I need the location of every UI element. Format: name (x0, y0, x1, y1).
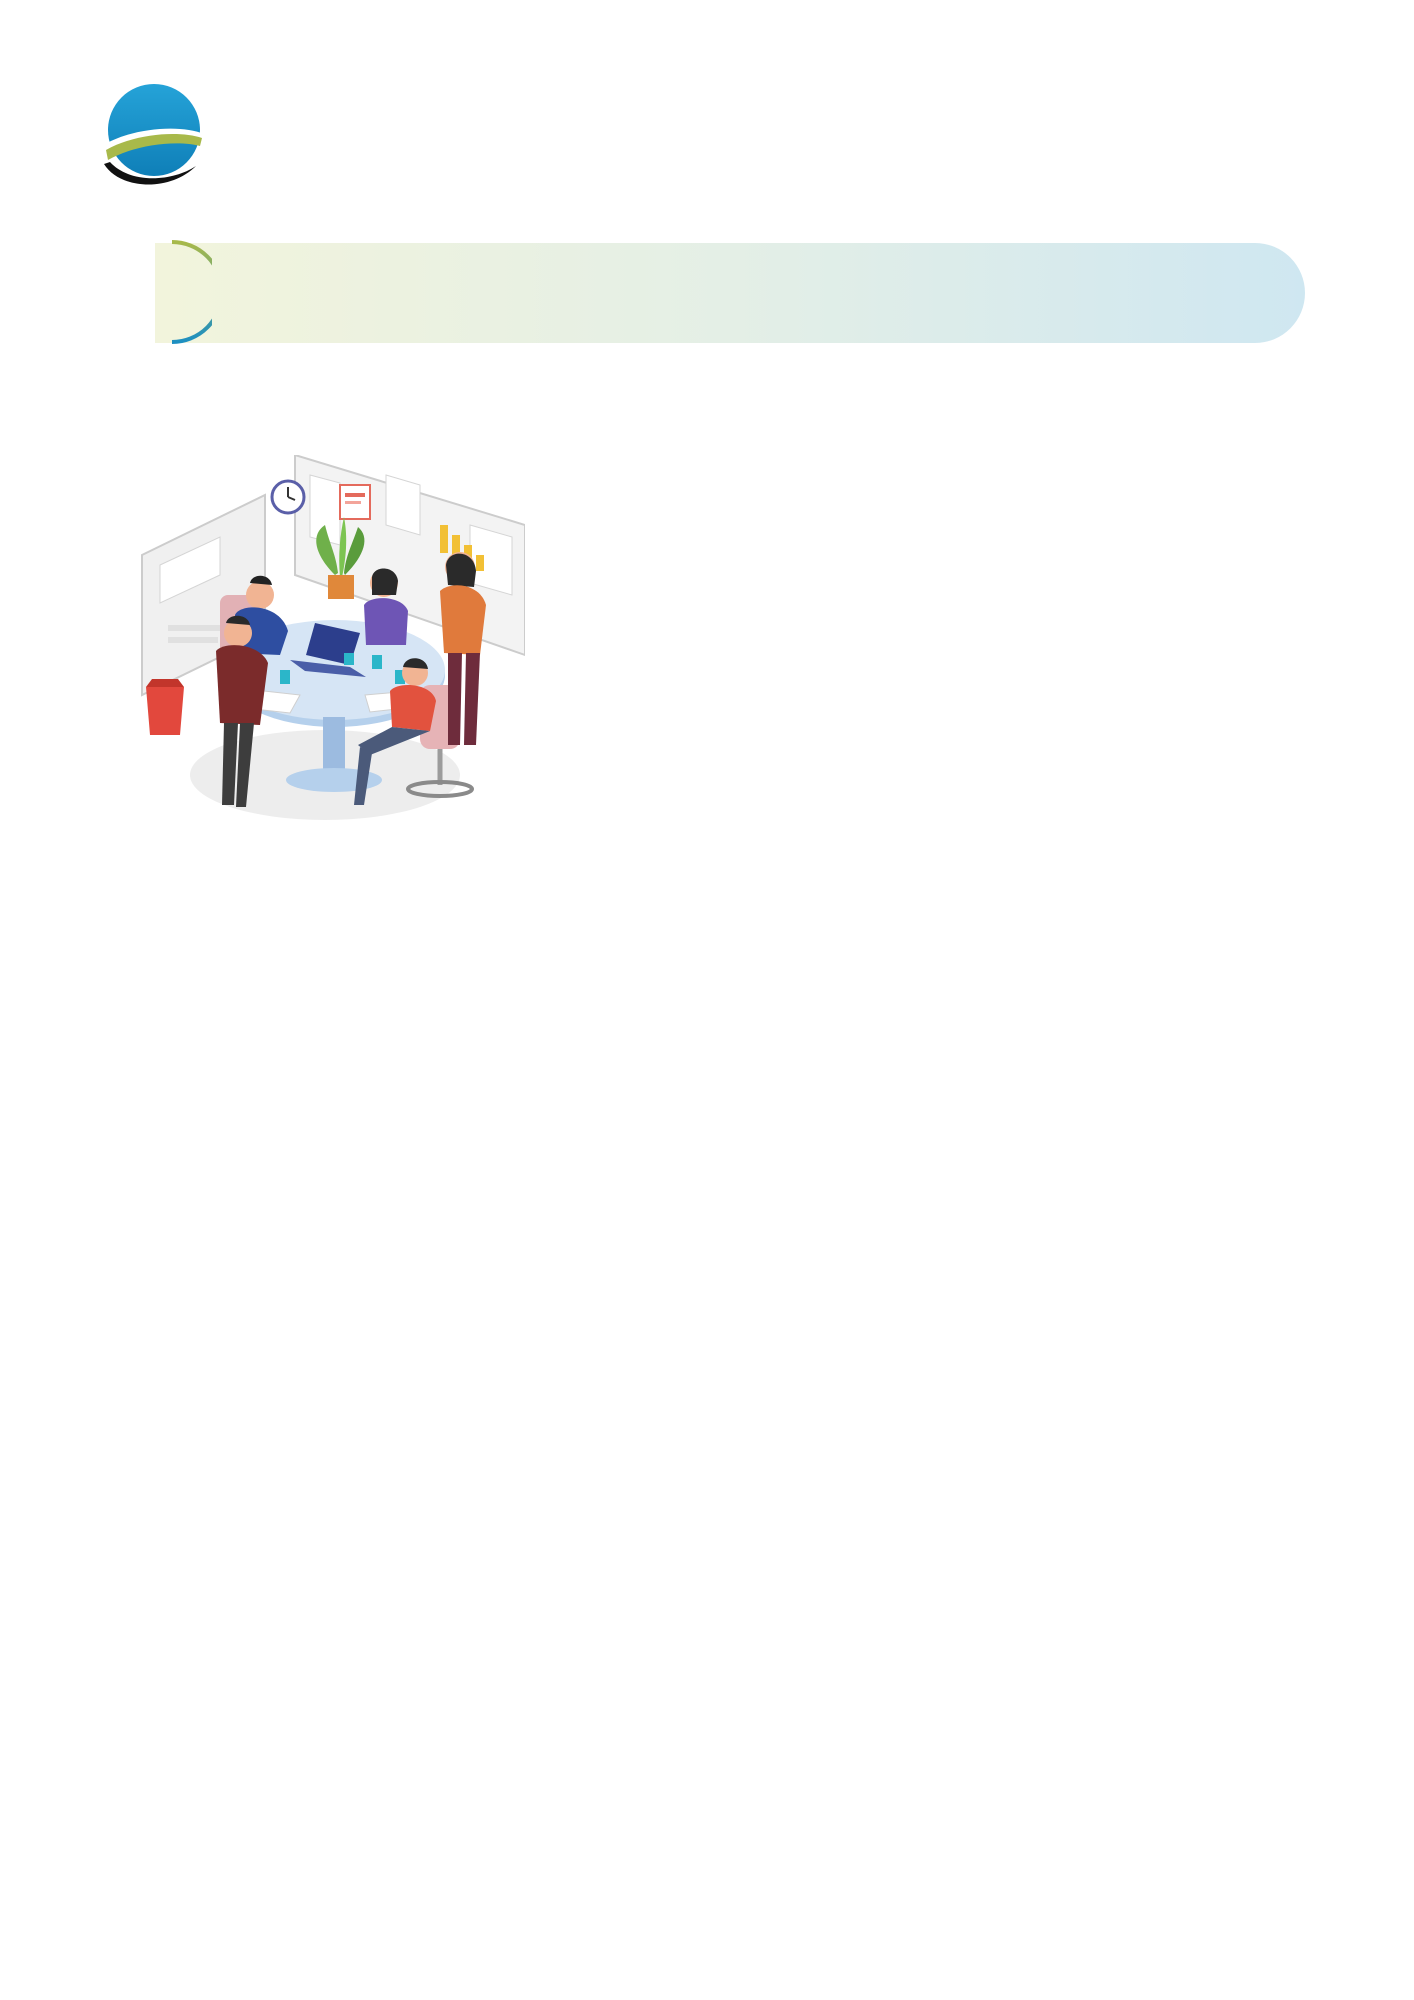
meeting-illustration (140, 455, 525, 840)
section3-text (558, 396, 1306, 484)
section3-banner (155, 243, 1305, 343)
section3-arc-icon (142, 240, 212, 344)
ptn-global-logo-icon (100, 80, 204, 192)
